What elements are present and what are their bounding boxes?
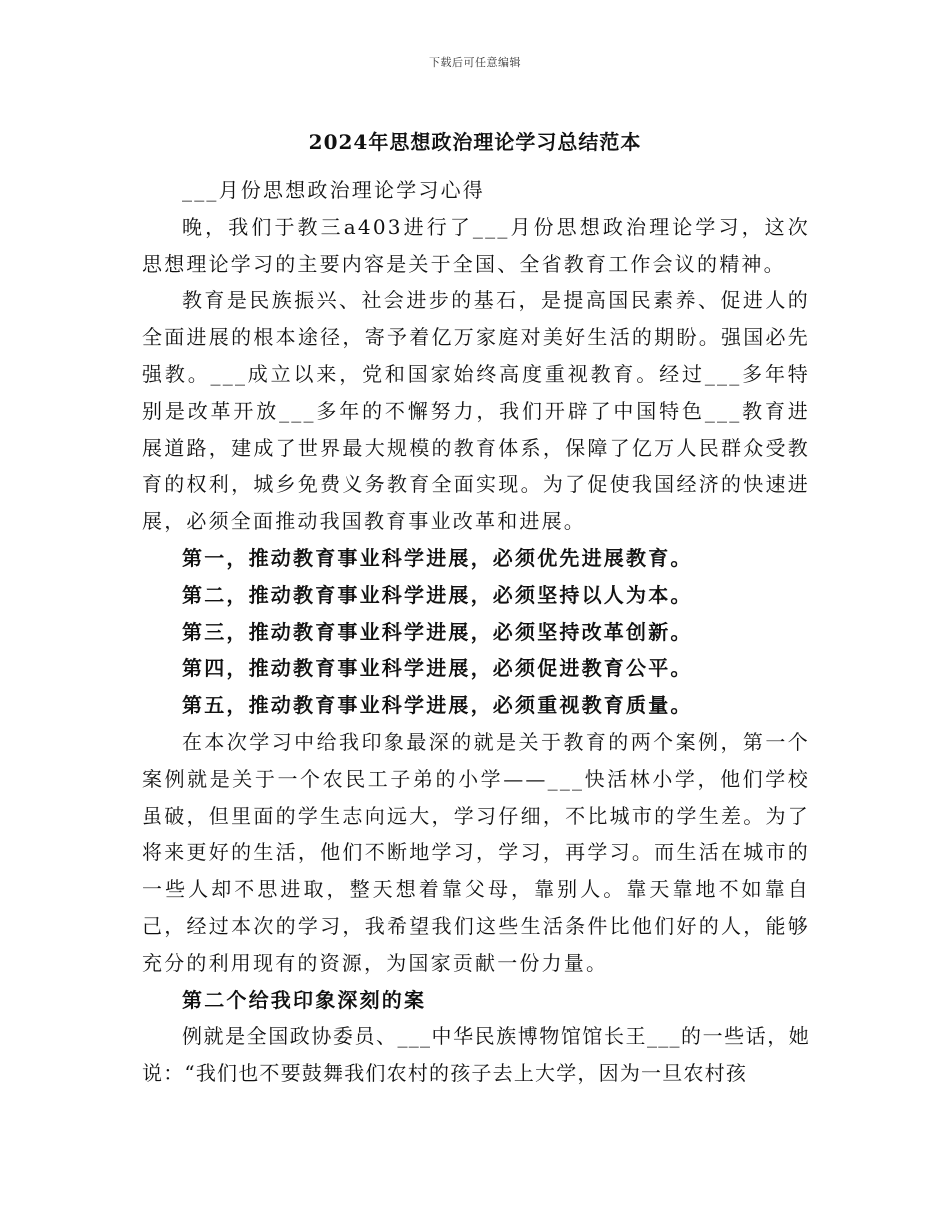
paragraph: 教育是民族振兴、社会进步的基石，是提高国民素养、促进人的全面进展的根本途径，寄予着亿万家庭对美好生活的期盼。强国必先强教。___成立以来，党和国家始终高度重视教育。经过___多年特别是改革开放___多年的不懈努力，我们开辟了中国特色___教育进展道路，建成了世界最大规模的教育体系，保障了亿万人民群众受教育的权利，城乡免费义务教育全面实现。为了促使我国经济的快速进展，必须全面推动我国教育事业改革和进展。 [142,288,810,534]
bold-point-2: 第二，推动教育事业科学进展，必须坚持以人为本。 [182,582,693,607]
header-note: 下载后可任意编辑 [429,56,521,69]
bold-point-4: 第四，推动教育事业科学进展，必须促进教育公平。 [182,656,693,681]
bold-subheading: 第二个给我印象深刻的案 [182,987,427,1012]
bold-point-5: 第五，推动教育事业科学进展，必须重视教育质量。 [182,693,693,718]
document-body [142,172,810,1092]
section-heading: ___月份思想政治理论学习心得 [182,178,485,202]
document-title: 2024年思想政治理论学习总结范本 [308,130,642,154]
paragraph: 在本次学习中给我印象最深的就是关于教育的两个案例，第一个案例就是关于一个农民工子弟的小学——___快活林小学，他们学校虽破，但里面的学生志向远大，学习仔细，不比城市的学生差。为了将来更好的生活，他们不断地学习，学习，再学习。而生活在城市的一些人却不思进取，整天想着靠父母，靠别人。靠天靠地不如靠自己，经过本次的学习，我希望我们这些生活条件比他们好的人，能够充分的利用现有的资源，为国家贡献一份力量。 [142,729,810,975]
paragraph: 例就是全国政协委员、___中华民族博物馆馆长王___的一些话，她说：“我们也不要鼓舞我们农村的孩子去上大学，因为一旦农村孩 [142,1024,810,1086]
paragraph: 晚，我们于教三a403进行了___月份思想政治理论学习，这次思想理论学习的主要内容是关于全国、全省教育工作会议的精神。 [142,214,810,276]
bold-point-1: 第一，推动教育事业科学进展，必须优先进展教育。 [182,545,693,570]
bold-point-3: 第三，推动教育事业科学进展，必须坚持改革创新。 [182,619,693,644]
